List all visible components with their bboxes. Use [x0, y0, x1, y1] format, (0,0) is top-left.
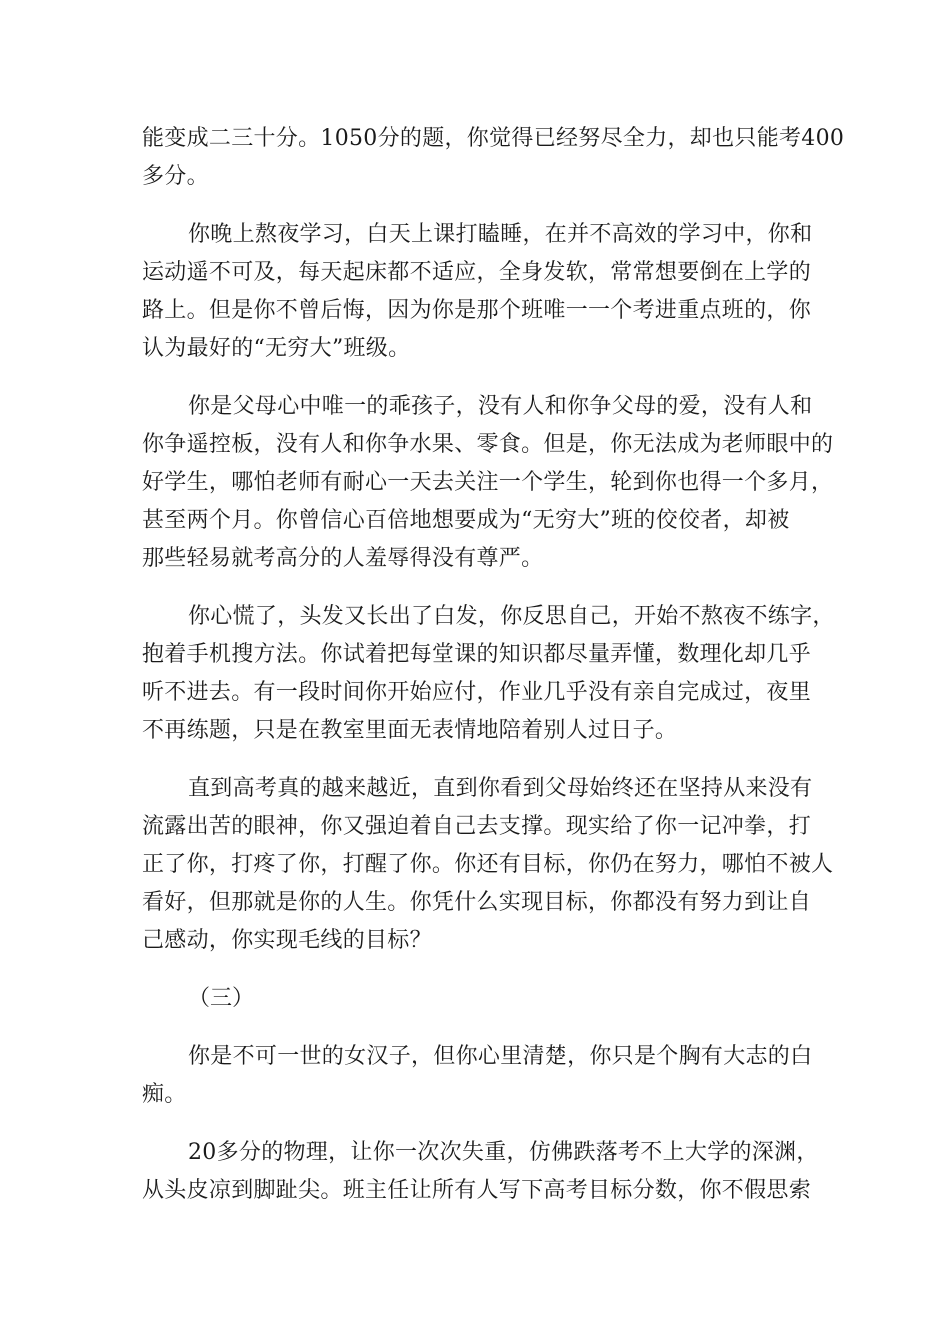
document-body: [142, 120, 845, 1230]
paragraph-line: 看好，但那就是你的人生。你凭什么实现目标，你都没有努力到让自: [142, 890, 812, 915]
paragraph-line: 20多分的物理，让你一次次失重，仿佛跌落考不上大学的深渊，: [188, 1140, 819, 1165]
paragraph-line: 运动遥不可及，每天起床都不适应，全身发软，常常想要倒在上学的: [142, 260, 812, 285]
paragraph-line: 己感动，你实现毛线的目标？: [142, 928, 432, 953]
paragraph-3: [142, 388, 834, 578]
paragraph-line: 听不进去。有一段时间你开始应付，作业几乎没有亲自完成过，夜里: [142, 680, 812, 705]
paragraph-line: 不再练题，只是在教室里面无表情地陪着别人过日子。: [142, 718, 678, 743]
paragraph-7: [142, 1134, 819, 1210]
paragraph-6: [142, 1038, 812, 1114]
paragraph-line: 从头皮凉到脚趾尖。班主任让所有人写下高考目标分数，你不假思索: [142, 1178, 812, 1203]
paragraph-line: 正了你，打疼了你，打醒了你。你还有目标，你仍在努力，哪怕不被人: [142, 852, 834, 877]
paragraph-line: 路上。但是你不曾后悔，因为你是那个班唯一一个考进重点班的，你: [142, 298, 812, 323]
paragraph-4: [142, 598, 835, 750]
paragraph-line: 流露出苦的眼神，你又强迫着自己去支撑。现实给了你一记冲拳，打: [142, 814, 812, 839]
paragraph-line: 你是不可一世的女汉子，但你心里清楚，你只是个胸有大志的白: [188, 1044, 813, 1069]
paragraph-line: 多分。: [142, 164, 209, 189]
paragraph-line: 能变成二三十分。1050分的题，你觉得已经努尽全力，却也只能考400: [142, 126, 845, 151]
paragraph-line: 痴。: [142, 1082, 187, 1107]
section-heading: （三）: [188, 986, 255, 1011]
paragraph-line: 抱着手机搜方法。你试着把每堂课的知识都尽量弄懂，数理化却几乎: [142, 642, 812, 667]
paragraph-line: 你是父母心中唯一的乖孩子，没有人和你争父母的爱，没有人和: [188, 394, 813, 419]
paragraph-line: 认为最好的“无穷大”班级。: [142, 336, 411, 361]
paragraph-line: 甚至两个月。你曾信心百倍地想要成为“无穷大”班的佼佼者，却被: [142, 508, 790, 533]
paragraph-line: 你争遥控板，没有人和你争水果、零食。但是，你无法成为老师眼中的: [142, 432, 834, 457]
paragraph-5: [142, 770, 834, 960]
paragraph-line: 那些轻易就考高分的人羞辱得没有尊严。: [142, 546, 544, 571]
paragraph-line: 好学生，哪怕老师有耐心一天去关注一个学生，轮到你也得一个多月，: [142, 470, 834, 495]
paragraph-1: [142, 120, 845, 196]
paragraph-2: [142, 216, 812, 368]
paragraph-line: 你心慌了，头发又长出了白发，你反思自己，开始不熬夜不练字，: [188, 604, 835, 629]
paragraph-line: 你晚上熬夜学习，白天上课打瞌睡，在并不高效的学习中，你和: [188, 222, 813, 247]
paragraph-line: 直到高考真的越来越近，直到你看到父母始终还在坚持从来没有: [188, 776, 813, 801]
